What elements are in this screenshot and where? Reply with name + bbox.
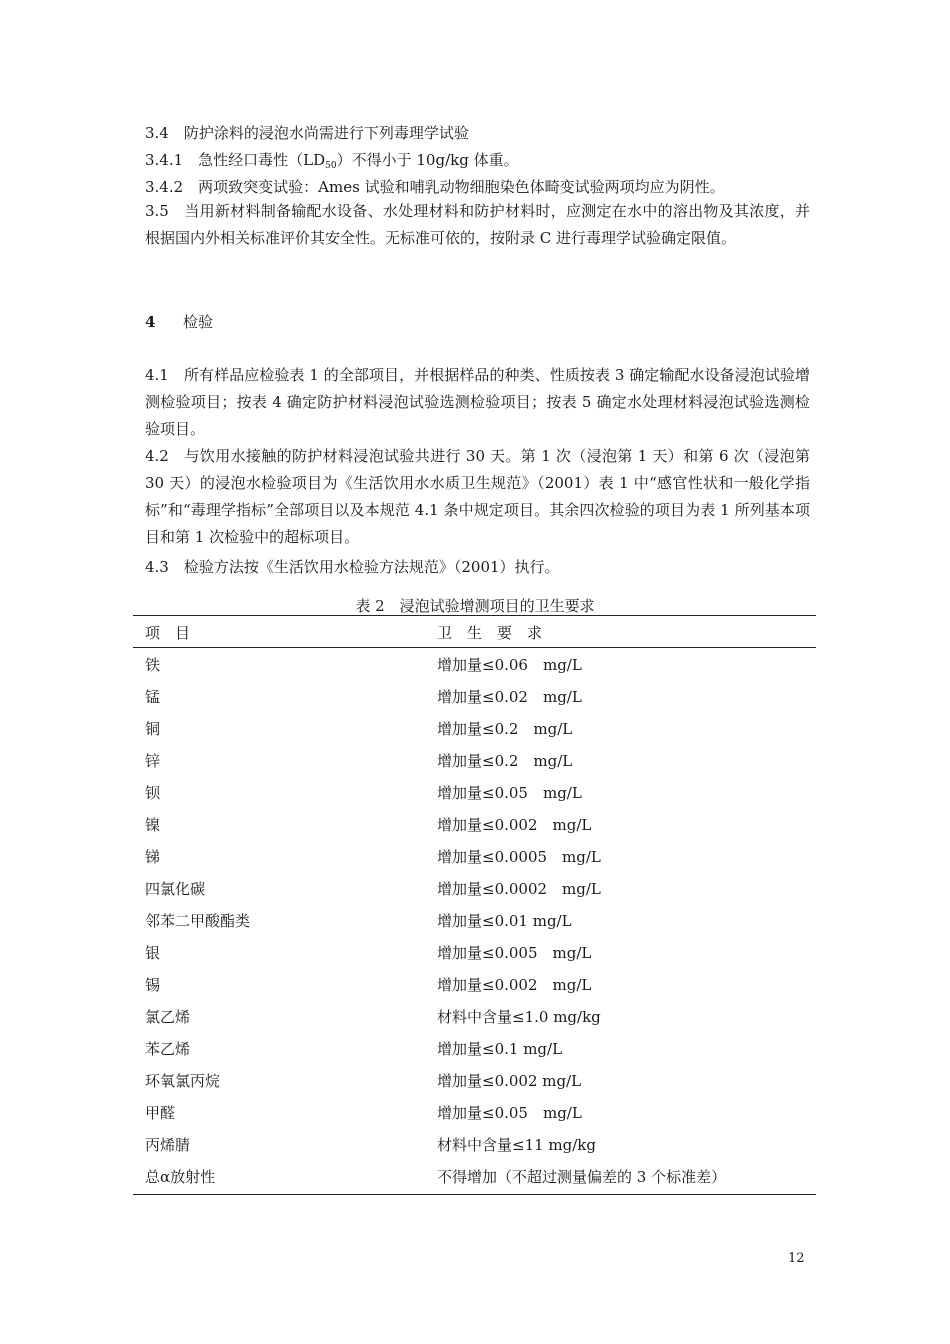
table-cell-item: 丙烯腈	[145, 1136, 191, 1154]
table-cell-requirement: 增加量≤0.01 mg/L	[437, 912, 572, 930]
table-cell-requirement: 材料中含量≤11 mg/kg	[437, 1136, 596, 1154]
table-cell-item: 钡	[145, 784, 161, 802]
table-cell-item: 铁	[145, 656, 161, 674]
table-cell-item: 总α放射性	[145, 1168, 216, 1186]
table-cell-item: 银	[145, 944, 161, 962]
table-cell-item: 铜	[145, 720, 161, 738]
table-cell-item: 锰	[145, 688, 161, 706]
table-cell-requirement: 增加量≤0.0005 mg/L	[437, 848, 601, 866]
section-4-number: 4	[145, 313, 156, 331]
table-cell-item: 四氯化碳	[145, 880, 206, 898]
section-4-heading	[145, 311, 213, 332]
clause-4-3: 4.3 检验方法按《生活饮用水检验方法规范》（2001）执行。	[145, 558, 560, 576]
table-cell-item: 锑	[145, 848, 161, 866]
table-cell-requirement: 增加量≤0.05 mg/L	[437, 1104, 582, 1122]
table-cell-item: 甲醛	[145, 1104, 176, 1122]
table-cell-requirement: 增加量≤0.005 mg/L	[437, 944, 592, 962]
table-caption: 表 2 浸泡试验增测项目的卫生要求	[355, 597, 595, 615]
table-cell-requirement: 材料中含量≤1.0 mg/kg	[437, 1008, 601, 1026]
table-top-rule	[133, 615, 816, 616]
table-cell-item: 锌	[145, 752, 161, 770]
table-cell-requirement: 不得增加（不超过测量偏差的 3 个标准差）	[437, 1168, 727, 1186]
table-cell-requirement: 增加量≤0.2 mg/L	[437, 720, 573, 738]
clause-3-5: 3.5 当用新材料制备输配水设备、水处理材料和防护材料时，应测定在水中的溶出物及其浓度，并根据国内外相关标准评价其安全性。无标准可依的，按附录 C 进行毒理学试验确定限值。	[145, 202, 810, 247]
clause-3-4-1	[145, 149, 519, 171]
clause-4-1: 4.1 所有样品应检验表 1 的全部项目，并根据样品的种类、性质按表 3 确定输配水设备浸泡试验增测检验项目；按表 4 确定防护材料浸泡试验选测检验项目；按表 5 确定水处理材料浸泡试验选测检验项目。	[145, 366, 810, 438]
table-cell-requirement: 增加量≤0.002 mg/L	[437, 816, 592, 834]
table-cell-item: 苯乙烯	[145, 1040, 191, 1058]
page-number: 12	[788, 1251, 805, 1266]
clause-3-4-2: 3.4.2 两项致突变试验：Ames 试验和哺乳动物细胞染色体畸变试验两项均应为阴性。	[145, 178, 725, 196]
table-header-rule	[133, 647, 816, 648]
header-item: 项 目	[145, 624, 191, 642]
table-cell-requirement: 增加量≤0.05 mg/L	[437, 784, 582, 802]
table-cell-item: 邻苯二甲酸酯类	[145, 912, 251, 930]
clause-3-4: 3.4 防护涂料的浸泡水尚需进行下列毒理学试验	[145, 124, 469, 142]
table-cell-item: 锡	[145, 976, 161, 994]
table-cell-item: 环氧氯丙烷	[145, 1072, 221, 1090]
table-cell-requirement: 增加量≤0.02 mg/L	[437, 688, 582, 706]
table-cell-requirement: 增加量≤0.06 mg/L	[437, 656, 582, 674]
header-requirement: 卫 生 要 求	[437, 624, 543, 642]
table-cell-requirement: 增加量≤0.1 mg/L	[437, 1040, 563, 1058]
table-bottom-rule	[133, 1194, 816, 1195]
clause-3-4-1-text-b: ）不得小于 10g/kg 体重。	[336, 151, 519, 169]
table-cell-requirement: 增加量≤0.002 mg/L	[437, 1072, 582, 1090]
table-cell-requirement: 增加量≤0.002 mg/L	[437, 976, 592, 994]
clause-4-2: 4.2 与饮用水接触的防护材料浸泡试验共进行 30 天。第 1 次（浸泡第 1 天）和第 6 次（浸泡第 30 天）的浸泡水检验项目为《生活饮用水水质卫生规范》（2001）表 1 中“感官性状和一般化学指标”和“毒理学指标”全部项目以及本规范 4.1 条中规定项目。其余四次检验的项目为表 1 所列基本项目和第 1 次检验中的超标项目。	[145, 447, 810, 546]
ld50-subscript: 50	[325, 161, 337, 171]
clause-3-4-1-text-a: 3.4.1 急性经口毒性（LD	[145, 151, 326, 169]
table-cell-item: 氯乙烯	[145, 1008, 191, 1026]
table-cell-item: 镍	[145, 816, 161, 834]
table-cell-requirement: 增加量≤0.2 mg/L	[437, 752, 573, 770]
section-4-title: 检验	[183, 313, 214, 331]
table-cell-requirement: 增加量≤0.0002 mg/L	[437, 880, 601, 898]
